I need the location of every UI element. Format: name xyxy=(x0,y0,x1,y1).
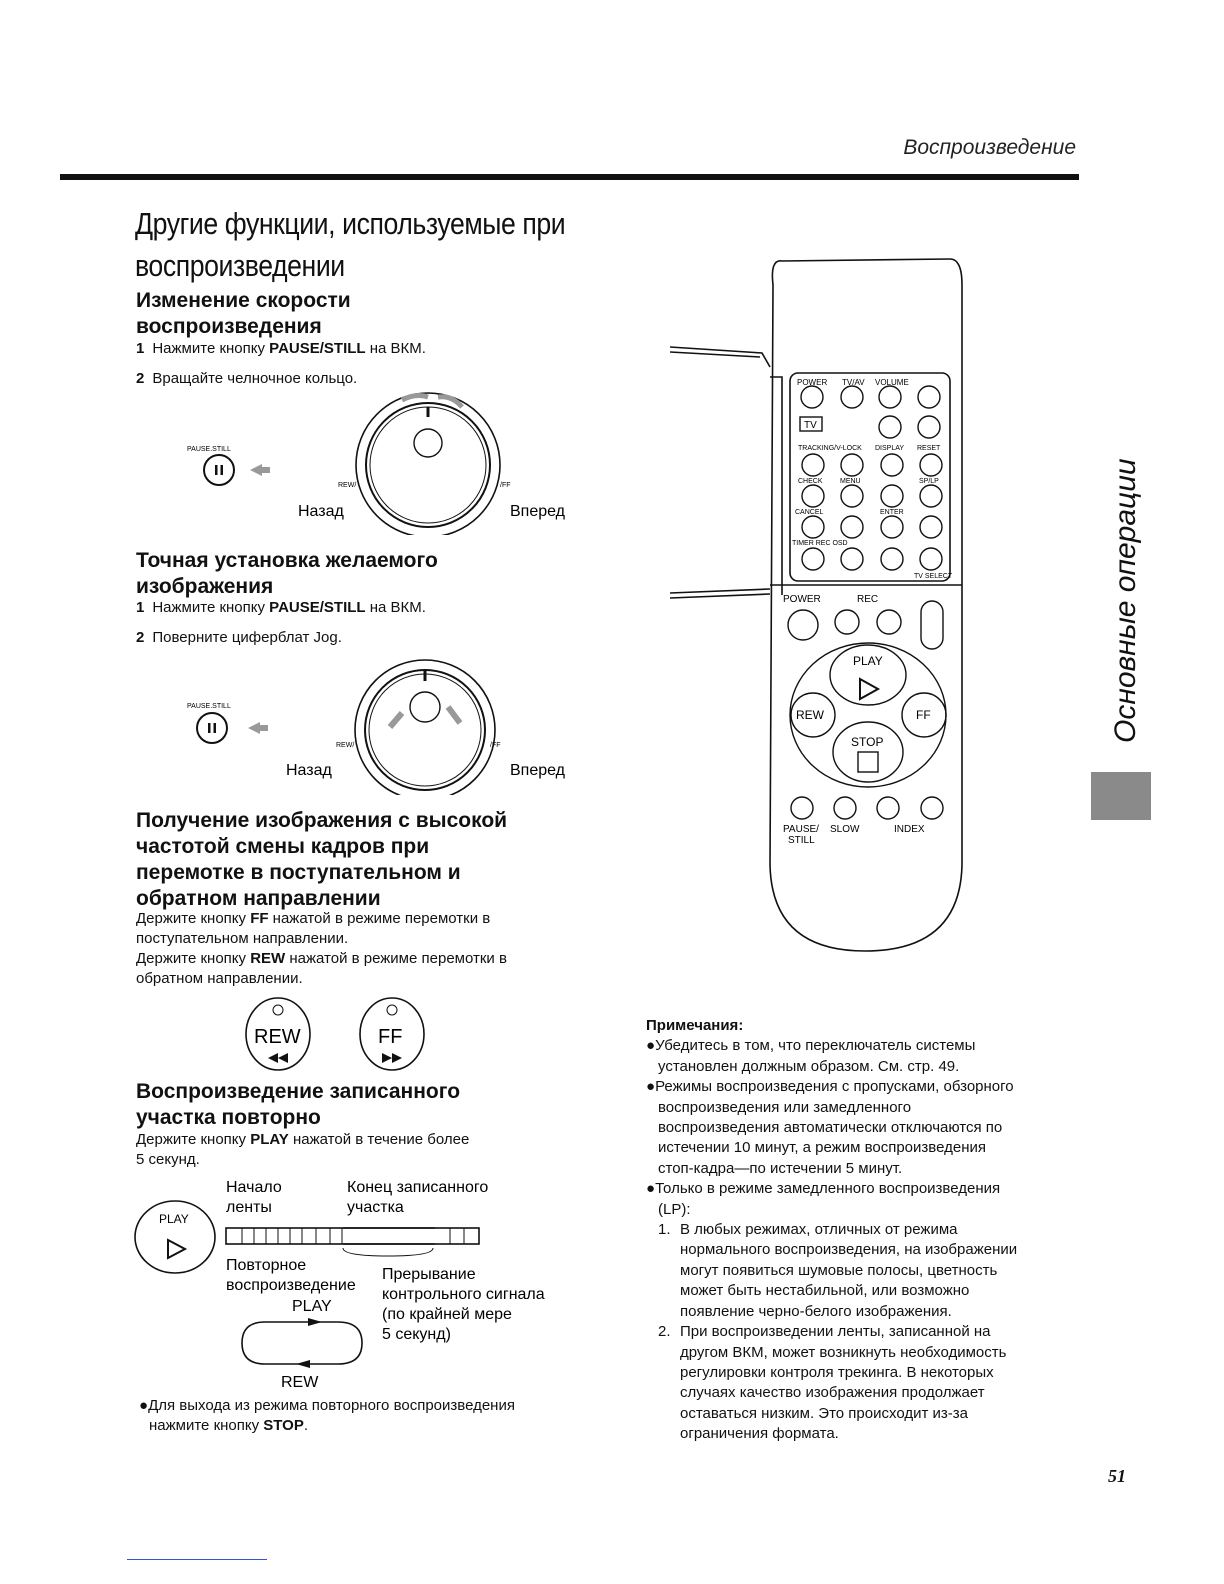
tvselect-label: TV SELECT xyxy=(914,573,953,580)
note-text: Только в режиме замедленного воспроизведения xyxy=(655,1180,1001,1198)
channel-rocker-icon xyxy=(921,601,943,649)
text: . xyxy=(303,1417,309,1434)
index-prev-icon xyxy=(877,797,899,819)
highspeed-heading-line-2: частотой смены кадров при xyxy=(136,835,430,858)
menu-label: MENU xyxy=(840,478,861,485)
title-line-2: воспроизведении xyxy=(135,248,345,283)
step-text: Поверните циферблат Jog. xyxy=(152,629,342,646)
sidebar-marker xyxy=(1091,772,1151,820)
shuttle-ring-illustration xyxy=(180,385,600,535)
notes-title: Примечания: xyxy=(646,1017,744,1034)
stop-label: STOP xyxy=(851,735,884,749)
text: поступательном направлении. xyxy=(136,930,349,947)
enter-button-icon xyxy=(881,516,903,538)
step-text: на ВКМ. xyxy=(365,599,426,616)
text: 5 секунд. xyxy=(136,1151,200,1168)
sub-number: 1. xyxy=(658,1221,671,1239)
text: обратном направлении. xyxy=(136,970,303,987)
text: нажмите кнопку xyxy=(149,1417,264,1434)
bold-text: PLAY xyxy=(250,1131,289,1148)
recording-end-label: Конец записанного xyxy=(347,1179,489,1196)
text: нажатой в течение более xyxy=(288,1131,470,1148)
pause-button-icon xyxy=(197,713,227,743)
step-number: 2 xyxy=(136,370,145,387)
shuttle-ring-icon xyxy=(356,393,500,535)
forward-label: Вперед xyxy=(510,503,566,520)
backward-label: Назад xyxy=(286,762,332,779)
title-line-1: Другие функции, используемые при xyxy=(135,206,566,241)
note-text: появление черно-белого изображения. xyxy=(680,1302,952,1320)
page-number: 51 xyxy=(1108,1466,1126,1486)
slow-label: SLOW xyxy=(830,824,860,835)
rew-label: REW/ xyxy=(336,742,355,749)
pause-button-icon xyxy=(791,797,813,819)
loop-arrow-icon xyxy=(242,1318,362,1368)
break-label: (по крайней мере xyxy=(382,1306,512,1323)
power-button-icon xyxy=(801,386,823,408)
power-label: POWER xyxy=(797,378,828,387)
check-label: CHECK xyxy=(798,478,823,485)
jog-dial-icon xyxy=(355,660,495,795)
speed-step-1 xyxy=(136,339,426,359)
rew-button-label: REW xyxy=(254,1026,301,1048)
pause-still-label: PAUSE.STILL xyxy=(187,446,231,453)
note-text: регулировки контроля трекинга. В некоторых xyxy=(680,1363,994,1381)
note-text: (LP): xyxy=(658,1200,691,1218)
break-label: 5 секунд) xyxy=(382,1326,451,1343)
step-bold: PAUSE/STILL xyxy=(269,599,366,616)
power2-button-icon xyxy=(788,610,818,640)
note-text: Убедитесь в том, что переключатель системы xyxy=(655,1037,976,1055)
note-text: установлен должным образом. См. стр. 49. xyxy=(658,1057,960,1075)
backward-label: Назад xyxy=(298,503,344,520)
note-text: другом ВКМ, может возникнуть необходимость xyxy=(680,1343,1007,1361)
repeat-heading xyxy=(136,1079,460,1131)
display-label: DISPLAY xyxy=(875,445,905,452)
play-direction-label: PLAY xyxy=(292,1298,332,1315)
arrow-icon xyxy=(250,464,270,476)
step-number: 1 xyxy=(136,340,145,357)
still-label: STILL xyxy=(788,835,815,846)
timer-label: TIMER REC OSD xyxy=(792,540,848,547)
tracking-down-icon xyxy=(802,454,824,476)
tvav-button-icon xyxy=(841,386,863,408)
rew-direction-label: REW xyxy=(281,1374,319,1391)
note-text: воспроизведения автоматически отключаются по xyxy=(658,1119,1003,1137)
ff-label: /FF xyxy=(490,742,501,749)
up-button-icon xyxy=(881,485,903,507)
rec-label: REC xyxy=(857,594,879,605)
note-text: случаях качество изображения продолжает xyxy=(680,1384,985,1402)
pause-label: PAUSE/ xyxy=(783,824,819,835)
channel-down-icon xyxy=(918,416,940,438)
text: Держите кнопку xyxy=(136,950,251,967)
repeat-text xyxy=(136,1130,469,1170)
channel-up-icon xyxy=(918,386,940,408)
sub-note-1 xyxy=(646,1220,1076,1240)
splp-label: SP/LP xyxy=(919,478,939,485)
notes-block xyxy=(646,1016,1076,1445)
note-text: могут появиться шумовые полосы, цветность xyxy=(680,1261,998,1279)
repeat-playback-diagram xyxy=(130,1170,570,1395)
tape-track-icon xyxy=(226,1228,479,1256)
break-label: Прерывание xyxy=(382,1266,476,1283)
ff-label: /FF xyxy=(500,482,511,489)
enter-label: ENTER xyxy=(880,509,904,516)
rew-label: REW xyxy=(796,708,824,722)
rew-label: REW/ xyxy=(338,482,357,489)
bold-text: STOP xyxy=(263,1417,304,1434)
tvav-label: TV/AV xyxy=(842,378,865,387)
sidebar-section-tab xyxy=(1088,458,1148,768)
ff-button-label: FF xyxy=(378,1026,403,1048)
note-text: ограничения формата. xyxy=(680,1425,839,1443)
volume-up-icon xyxy=(879,386,901,408)
rec2-button-icon xyxy=(877,610,901,634)
pause-button-icon xyxy=(204,455,234,485)
exact-heading-line-1: Точная установка желаемого xyxy=(136,549,438,572)
exact-heading xyxy=(136,548,438,600)
play-label: PLAY xyxy=(853,654,883,668)
volume-label: VOLUME xyxy=(875,378,909,387)
note-text: стоп-кадра—по истечении 5 минут. xyxy=(658,1159,903,1177)
repeat-heading-line-1: Воспроизведение записанного xyxy=(136,1080,461,1103)
step-text: Нажмите кнопку xyxy=(152,599,270,616)
forward-label: Вперед xyxy=(510,762,566,779)
reset-label: RESET xyxy=(917,445,941,452)
repeat-label: Повторное xyxy=(226,1257,307,1274)
menu-button-icon xyxy=(841,485,863,507)
note-text: воспроизведения или замедленного xyxy=(658,1098,912,1116)
ff-label: FF xyxy=(916,708,931,722)
remote-body xyxy=(670,259,962,951)
speed-heading-line-2: воспроизведения xyxy=(136,315,322,338)
tv-label: TV xyxy=(804,420,817,431)
note-3: ●Только в режиме замедленного воспроизведения xyxy=(646,1180,1001,1198)
note-text: нормального воспроизведения, на изображении xyxy=(680,1241,1018,1259)
pause-still-label: PAUSE.STILL xyxy=(187,703,231,710)
highspeed-heading-line-1: Получение изображения с высокой xyxy=(136,809,508,832)
text: Для выхода из режима повторного воспроизведения xyxy=(148,1397,515,1414)
index-next-icon xyxy=(921,797,943,819)
cancel-button-icon xyxy=(802,516,824,538)
play-button-label: PLAY xyxy=(159,1212,189,1226)
repeat-label: воспроизведение xyxy=(226,1277,356,1294)
exact-heading-line-2: изображения xyxy=(136,575,274,598)
footer-line xyxy=(127,1559,267,1560)
recording-end-label: участка xyxy=(347,1199,404,1216)
cancel-label: CANCEL xyxy=(795,509,824,516)
tape-start-label: ленты xyxy=(226,1199,272,1216)
step-bold: PAUSE/STILL xyxy=(269,340,366,357)
index-label: INDEX xyxy=(894,824,925,835)
repeat-exit-note: ●Для выхода из режима повторного воспроизведения нажмите кнопку STOP. xyxy=(139,1397,515,1434)
text: Держите кнопку xyxy=(136,910,251,927)
power2-label: POWER xyxy=(783,594,821,605)
down-button-icon xyxy=(881,548,903,570)
arrow-icon xyxy=(248,722,268,734)
speed-heading xyxy=(136,288,351,340)
highspeed-heading-line-4: обратном направлении xyxy=(136,887,381,910)
tracking-up-icon xyxy=(841,454,863,476)
note-text: В любых режимах, отличных от режима xyxy=(680,1221,958,1239)
osd-button-icon xyxy=(841,548,863,570)
text: нажатой в режиме перемотки в xyxy=(268,910,491,927)
text: Держите кнопку xyxy=(136,1131,251,1148)
page-title xyxy=(135,203,582,287)
exact-step-1 xyxy=(136,598,426,618)
check-button-icon xyxy=(802,485,824,507)
tape-start-label: Начало xyxy=(226,1179,282,1196)
reset-button-icon xyxy=(920,454,942,476)
running-header: Воспроизведение xyxy=(903,136,1076,159)
note-text: При воспроизведении ленты, записанной на xyxy=(680,1323,991,1341)
step-text: на ВКМ. xyxy=(365,340,426,357)
slow-button-icon xyxy=(834,797,856,819)
remote-control-illustration xyxy=(670,255,970,955)
note-text: истечении 10 минут, а режим воспроизведения xyxy=(658,1139,986,1157)
repeat-heading-line-2: участка повторно xyxy=(136,1106,321,1129)
tvselect-button-icon xyxy=(920,548,942,570)
note-text: может быть нестабильной, или возможно xyxy=(680,1282,970,1300)
rew-ff-buttons-illustration xyxy=(236,996,436,1076)
bold-text: FF xyxy=(250,910,269,927)
step-text: Нажмите кнопку xyxy=(152,340,270,357)
sidebar-label: Основные операции xyxy=(1109,458,1142,743)
left-button-icon xyxy=(841,516,863,538)
speed-heading-line-1: Изменение скорости xyxy=(136,289,351,312)
highspeed-heading xyxy=(136,808,507,912)
jog-dial-illustration xyxy=(180,655,600,795)
bold-text: REW xyxy=(250,950,286,967)
note-2: ●Режимы воспроизведения с пропусками, обзорного xyxy=(646,1078,1014,1096)
volume-down-icon xyxy=(879,416,901,438)
step-number: 1 xyxy=(136,599,145,616)
exact-step-2 xyxy=(136,628,342,648)
text: нажатой в режиме перемотки в xyxy=(285,950,507,967)
timer-button-icon xyxy=(802,548,824,570)
step-number: 2 xyxy=(136,629,145,646)
sub-number: 2. xyxy=(658,1323,671,1341)
break-label: контрольного сигнала xyxy=(382,1286,545,1303)
note-text: Режимы воспроизведения с пропусками, обзорного xyxy=(655,1078,1014,1096)
rec-button-icon xyxy=(835,610,859,634)
highspeed-heading-line-3: перемотке в поступательном и xyxy=(136,861,461,884)
header-rule xyxy=(60,174,1079,180)
step-text: Вращайте челночное кольцо. xyxy=(152,370,358,387)
note-text: оставаться низким. Это происходит из-за xyxy=(680,1404,968,1422)
sub-note-2 xyxy=(646,1322,1076,1342)
display-button-icon xyxy=(881,454,903,476)
splp-button-icon xyxy=(920,485,942,507)
note-1: ●Убедитесь в том, что переключатель системы xyxy=(646,1037,976,1055)
tracking-label: TRACKING/V-LOCK xyxy=(798,445,862,452)
right-button-icon xyxy=(920,516,942,538)
highspeed-text xyxy=(136,909,576,989)
